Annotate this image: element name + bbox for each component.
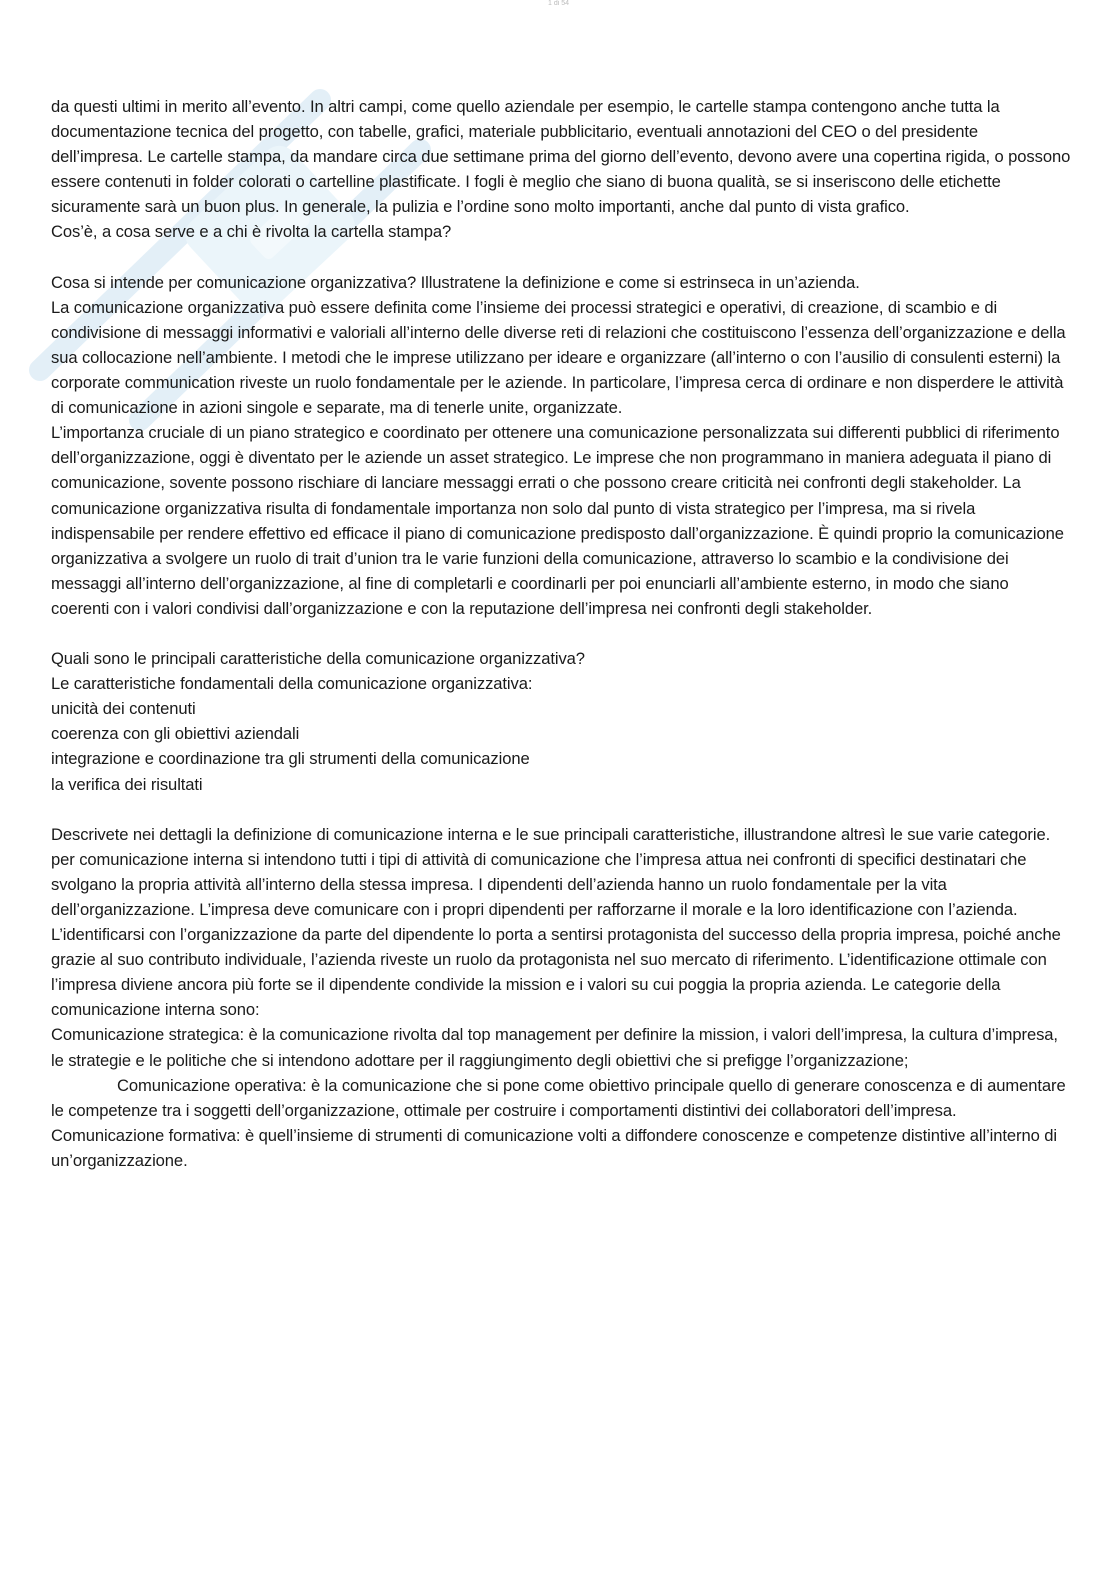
paragraph-comunicazione-formativa: Comunicazione formativa: è quell’insieme di strumenti di comunicazione volti a diffondere conoscenze e competenze distintive all’interno di un’organizzazione. [51, 1125, 1057, 1170]
spacer [51, 621, 1071, 646]
question-comunicazione-interna: Descrivete nei dettagli la definizione di comunicazione interna e le sue principali caratteristiche, illustrandone altresì le sue varie categorie. [51, 824, 1051, 844]
list-intro: Le caratteristiche fondamentali della comunicazione organizzativa: [51, 674, 533, 694]
list-item: unicità dei contenuti [51, 699, 196, 719]
paragraph-definizione: La comunicazione organizzativa può essere definita come l’insieme dei processi strategici e operativi, di creazione, di scambio e di condivisione di messaggi informativi e valoriali all’interno delle diverse reti di relazioni che costituiscono l’essenza dell’organizzazione e della sua collocazione nell’ambiente. I metodi che le imprese utilizzano per ideare e organizzare (all’interno o con l’ausilio di consulenti esterni) la corporate communication riveste un ruolo fondamentale per le aziende. In particolare, l’impresa cerca di ordinare e non disperdere le attività di comunicazione in azioni singole e separate, ma di tenerle unite, organizzate. [51, 297, 1066, 418]
paragraph-comunicazione-operativa: Comunicazione operativa: è la comunicazione che si pone come obiettivo principale quello di generare conoscenza e di aumentare le competenze tra i soggetti dell’organizzazione, ottimale per costruire i comportamenti distintivi dei collaboratori dell’impresa. [51, 1075, 1066, 1120]
question-comunicazione-organizzativa: Cosa si intende per comunicazione organizzativa? Illustratene la definizione e come si estrinseca in un’azienda. [51, 272, 860, 292]
question-caratteristiche: Quali sono le principali caratteristiche della comunicazione organizzativa? [51, 649, 585, 669]
question-cartella-stampa: Cos’è, a cosa serve e a chi è rivolta la cartella stampa? [51, 222, 452, 242]
paragraph-comunicazione-strategica: Comunicazione strategica: è la comunicazione rivolta dal top management per definire la mission, i valori dell’impresa, la cultura d’impresa, le strategie e le politiche che si intendono adottare per il raggiungimento degli obiettivi che si prefigge l’organizzazione; [51, 1025, 1058, 1070]
paragraph-importanza: L’importanza cruciale di un piano strategico e coordinato per ottenere una comunicazione personalizzata sui differenti pubblici di riferimento dell’organizzazione, oggi è diventato per le aziende un asset strategico. Le imprese che non programmano in maniera adeguata il piano di comunicazione, sovente possono rischiare di lanciare messaggi errati o che possono creare criticità nei confronti degli stakeholder. La comunicazione organizzativa risulta di fondamentale importanza non solo dal punto di vista strategico per l’impresa, ma si rivela indispensabile per rendere effettivo ed efficace il piano di comunicazione predisposto dall’organizzazione. È quindi proprio la comunicazione organizzativa a svolgere un ruolo di trait d’union tra le varie funzioni della comunicazione, attraverso lo scambio e la condivisione dei messaggi all’interno dell’organizzazione, al fine di completarli e coordinarli per poi enunciarli all’ambiente esterno, in modo che siano coerenti con i valori condivisi dall’organizzazione e con la reputazione dell’impresa nei confronti degli stakeholder. [51, 423, 1064, 618]
paragraph-cartelle-stampa: da questi ultimi in merito all’evento. In altri campi, come quello aziendale per esempio, le cartelle stampa contengono anche tutta la documentazione tecnica del progetto, con tabelle, grafici, materiale pubblicitario, eventuali annotazioni del CEO o del presidente dell’impresa. Le cartelle stampa, da mandare circa due settimane prima del giorno dell’evento, devono avere una copertina rigida, o possono essere contenuti in folder colorati o cartelline plastificate. I fogli è meglio che siano di buona qualità, se si inseriscono delle etichette sicuramente sarà un buon plus. In generale, la pulizia e l’ordine sono molto importanti, anche dal punto di vista grafico. [51, 97, 1071, 217]
list-item: la verifica dei risultati [51, 774, 203, 794]
document-body [51, 94, 1071, 1173]
spacer [51, 245, 1071, 270]
page-header-mark: 1 di 54 [547, 0, 570, 7]
list-item: coerenza con gli obiettivi aziendali [51, 724, 300, 744]
spacer [51, 797, 1071, 822]
paragraph-comunicazione-interna: per comunicazione interna si intendono tutti i tipi di attività di comunicazione che l’impresa attua nei confronti di specifici destinatari che svolgano la propria attività all’interno della stessa impresa. I dipendenti dell’azienda hanno un ruolo fondamentale per la vita dell’organizzazione. L’impresa deve comunicare con i propri dipendenti per rafforzarne il morale e la loro identificazione con l’azienda. L’identificarsi con l’organizzazione da parte del dipendente lo porta a sentirsi protagonista del successo della propria impresa, poiché anche grazie al suo contributo individuale, l’azienda riveste un ruolo da protagonista nel suo mercato di riferimento. L’identificazione ottimale con l’impresa diviene ancora più forte se il dipendente condivide la mission e i valori su cui poggia la propria azienda. Le categorie della comunicazione interna sono: [51, 849, 1061, 1020]
list-item: integrazione e coordinazione tra gli strumenti della comunicazione [51, 749, 530, 769]
